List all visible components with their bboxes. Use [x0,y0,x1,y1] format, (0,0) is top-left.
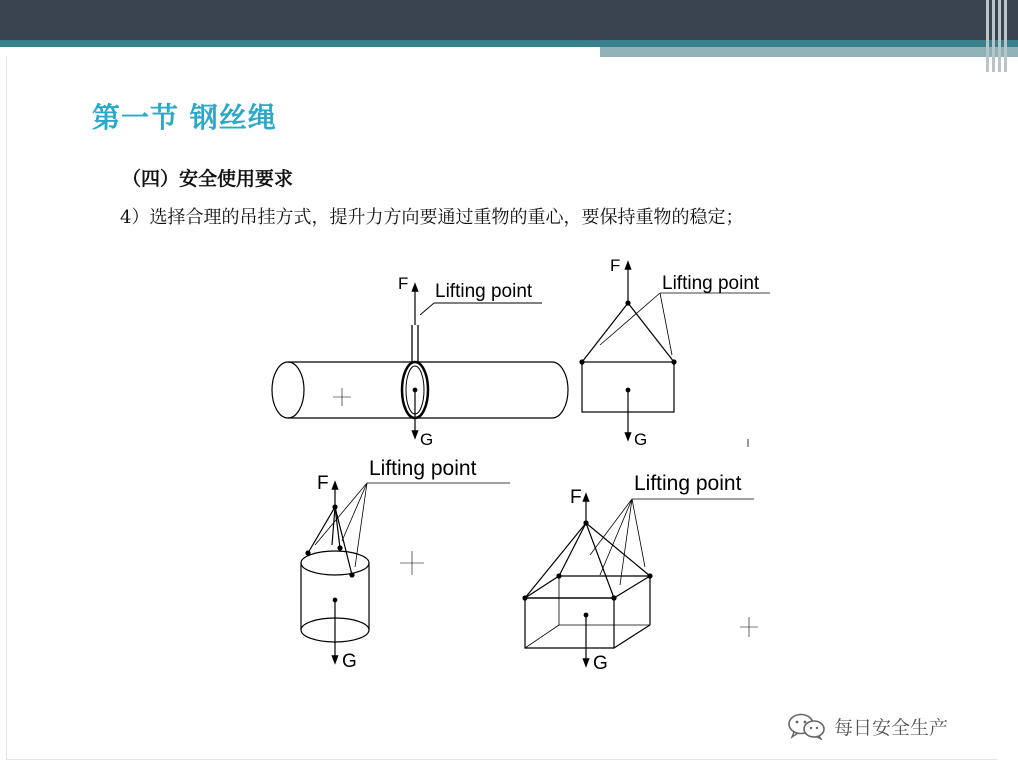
cylinder-vertical-diagram [301,483,510,660]
body-text: 4）选择合理的吊挂方式，提升力方向要通过重物的重心，要保持重物的稳定； [120,207,744,228]
slide-title: 第一节 钢丝绳 [92,101,277,134]
gravity-label: G [420,430,434,449]
lifting-point-label: Lifting point [369,457,477,480]
slide-top-accent-light [600,47,1018,57]
slide-top-bar [0,0,1018,40]
force-label: F [398,274,409,293]
section-subheading: （四）安全使用要求 [122,168,294,190]
box-four-sling-diagram [523,497,758,663]
watermark-text: 每日安全生产 [834,716,949,739]
slide-top-accent [0,40,1018,47]
force-label: F [570,487,582,508]
force-label: F [317,473,329,494]
gravity-label: G [342,651,357,672]
lifting-point-label: Lifting point [662,273,760,294]
cylinder-horizontal-diagram [272,287,568,435]
lifting-methods-figure [260,245,800,685]
lifting-point-label: Lifting point [634,472,742,495]
wechat-icon [786,712,828,740]
force-label: F [610,256,621,275]
gravity-label: G [634,430,648,449]
gravity-label: G [593,653,608,674]
watermark [786,712,948,740]
lifting-point-label: Lifting point [435,281,533,302]
